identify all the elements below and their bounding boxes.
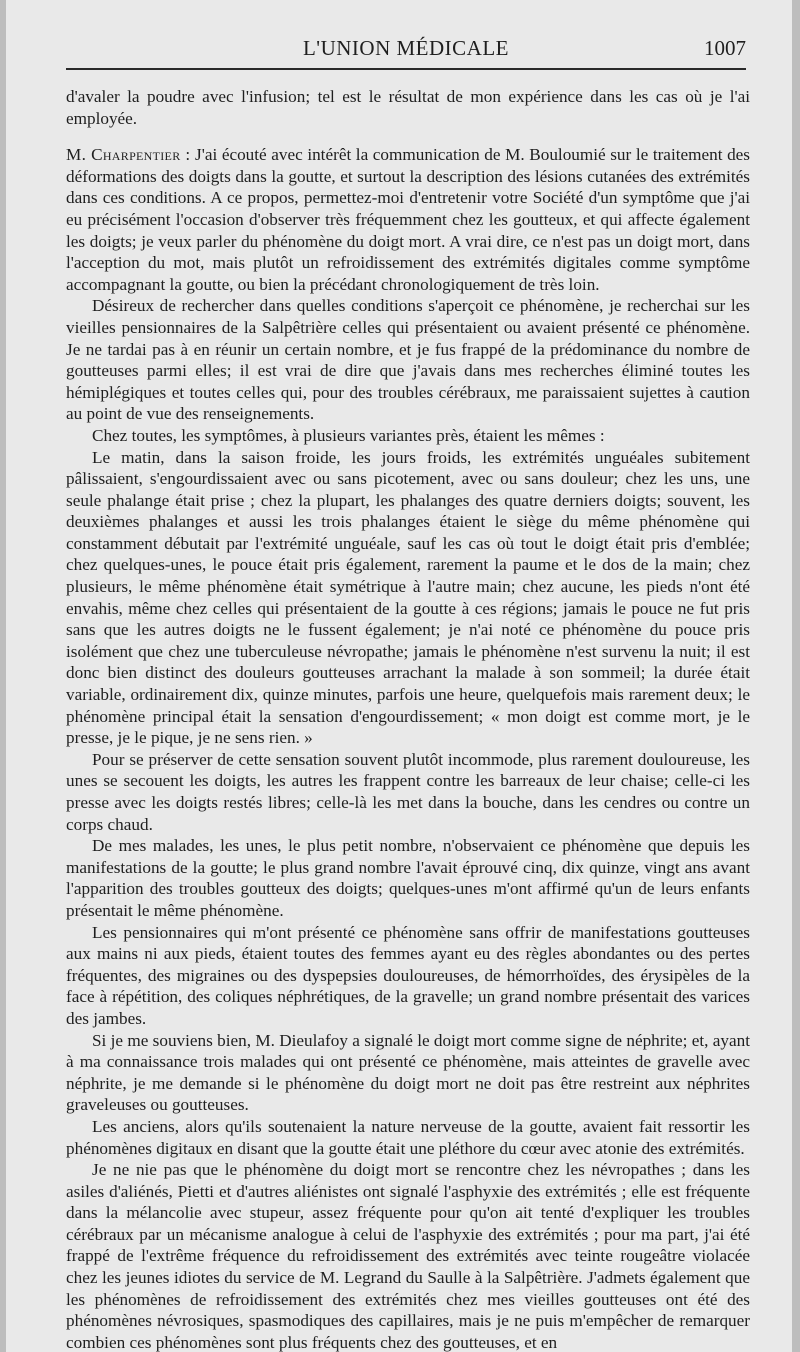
running-title: L'UNION MÉDICALE [302, 36, 509, 60]
paragraph-text: J'ai écouté avec intérêt la communication de M. Bouloumié sur le traitement des déformations des doigts dans la goutte, et surtout la description des lésions cutanées des extrémités dans ces conditions. A ce propos, permettez-moi d'entretenir votre Société d'un symptôme que j'ai eu précisément l'occasion d'observer très fréquemment chez les goutteux, et qui affecte également les doigts; je veux parler du phénomène du doigt mort. A vrai dire, ce n'est pas un doigt mort, dans l'acception du mot, mais plutôt un refroidissement des extrémités digitales comme symptôme accompagnant la goutte, ou bien la précédant chronologiquement de très loin. [66, 145, 750, 294]
paragraph: Le matin, dans la saison froide, les jours froids, les extrémités unguéales subitement pâlissaient, s'engourdissaient avec ou sans picotement, avec ou sans douleur; chez les uns, une seule phalange était prise ; chez la plupart, les phalanges des quatre derniers doigts; souvent, les deuxièmes phalanges et aussi les trois phalanges étaient le siège du même phénomène qui constamment débutait par l'extrémité unguéale, sauf les cas où tout le doigt était pris d'emblée; chez quelques-unes, le pouce était pris également, rarement la paume et le dos de la main; chez plusieurs, le même phénomène était symétrique à l'autre main; chez aucune, les pieds n'ont été envahis, même chez celles qui présentaient de la goutte à ces régions; jamais le pouce ne fut pris sans que les autres doigts ne le fussent également; je n'ai noté ce phénomène du pouce pris isolément que chez une tuberculeuse névropathe; jamais le phénomène n'est survenu la nuit; il est donc bien distinct des douleurs goutteuses arrachant la malade à son sommeil; la durée était variable, ordinairement dix, quinze minutes, parfois une heure, quelquefois mais rarement deux; le phénomène principal était la sensation d'engourdissement; « mon doigt est comme mort, je le presse, je le pique, je ne sens rien. » [66, 447, 750, 748]
paragraph: Je ne nie pas que le phénomène du doigt mort se rencontre chez les névropathes ; dans les asiles d'aliénés, Pietti et d'autres aliénistes ont signalé l'asphyxie des extrémités ; elle est fréquente dans la mélancolie avec stupeur, assez fréquente pour qu'on ait tenté d'expliquer les troubles cérébraux par un mécanisme analogue à celui de l'asphyxie des extrémités ; pour ma part, j'ai été frappé de l'extrême fréquence du refroidissement des extrémités avec teinte rougeâtre violacée chez les jeunes idiotes du service de M. Legrand du Saulle à la Salpêtrière. J'admets également que les phénomènes de refroidissement des extrémités chez mes vieilles goutteuses ont été des phénomènes névrosiques, spasmodiques des capillaires, mais je ne puis m'empêcher de remarquer combien ces phénomènes sont plus fréquents chez des goutteuses, et en [66, 1160, 750, 1352]
paragraph: Pour se préserver de cette sensation souvent plutôt incommode, plus rarement douloureuse, les unes se secouent les doigts, les autres les frappent contre les barreaux de leur chaise; celle-ci les presse avec les doigts restés libres; celle-là les met dans la bouche, dans les cendres ou contre un corps chaud. [66, 749, 750, 834]
paragraph: Les anciens, alors qu'ils soutenaient la nature nerveuse de la goutte, avaient fait ressortir les phénomènes digitaux en disant que la goutte était une pléthore du cœur avec atonie des extrémités. [66, 1116, 750, 1158]
paragraph: Chez toutes, les symptômes, à plusieurs variantes près, étaient les mêmes : [92, 425, 605, 445]
paragraph: De mes malades, les unes, le plus petit nombre, n'observaient ce phénomène que depuis les manifestations de la goutte; le plus grand nombre l'avait éprouvé cinq, dix quinze, vingt ans avant l'apparition des troubles goutteux des doigts; quelques-unes m'ont affirmé qu'un de leurs enfants présentait le même phénomène. [66, 836, 750, 920]
paragraph: Si je me souviens bien, M. Dieulafoy a signalé le doigt mort comme signe de néphrite; et, ayant à ma connaissance trois malades qui ont présenté ce phénomène, mais atteintes de gravelle avec néphrite, je me demande si le phénomène du doigt mort ne doit pas être restreint aux néphrites graveleuses ou goutteuses. [66, 1030, 750, 1115]
journal-page [6, 0, 792, 1352]
paragraph: Les pensionnaires qui m'ont présenté ce phénomène sans offrir de manifestations goutteuses aux mains ni aux pieds, étaient toutes des femmes ayant eu des règles abondantes ou des pertes fréquentes, des migraines ou des dyspepsies douloureuses, de hémorrhoïdes, des érysipèles de la face à répétition, des coliques néphrétiques, de la gravelle; un grand nombre présentait des varices des jambes. [66, 922, 750, 1028]
header-rule [66, 68, 746, 70]
paragraph: d'avaler la poudre avec l'infusion; tel est le résultat de mon expérience dans les cas où je l'ai employée. [66, 87, 750, 128]
paragraph: Désireux de rechercher dans quelles conditions s'aperçoit ce phénomène, je recherchai sur les vieilles pensionnaires de la Salpêtrière celles qui présentaient ou avaient présenté ce phénomène. Je ne tardai pas à en réunir un certain nombre, et je fus frappé de la prédominance du nombre de goutteuses parmi elles; il est vrai de dire que j'avais dans mes recherches éliminé toutes les hémiplégiques et toutes celles qui, pour des troubles cérébraux, me paraissaient sujettes à caution au point de vue des renseignements. [66, 296, 750, 424]
page-header [66, 36, 746, 66]
article-body [66, 86, 750, 1352]
page-number: 1007 [704, 36, 746, 60]
speaker-name: M. Charpentier : [66, 145, 191, 165]
paragraph-intervention [66, 144, 750, 295]
